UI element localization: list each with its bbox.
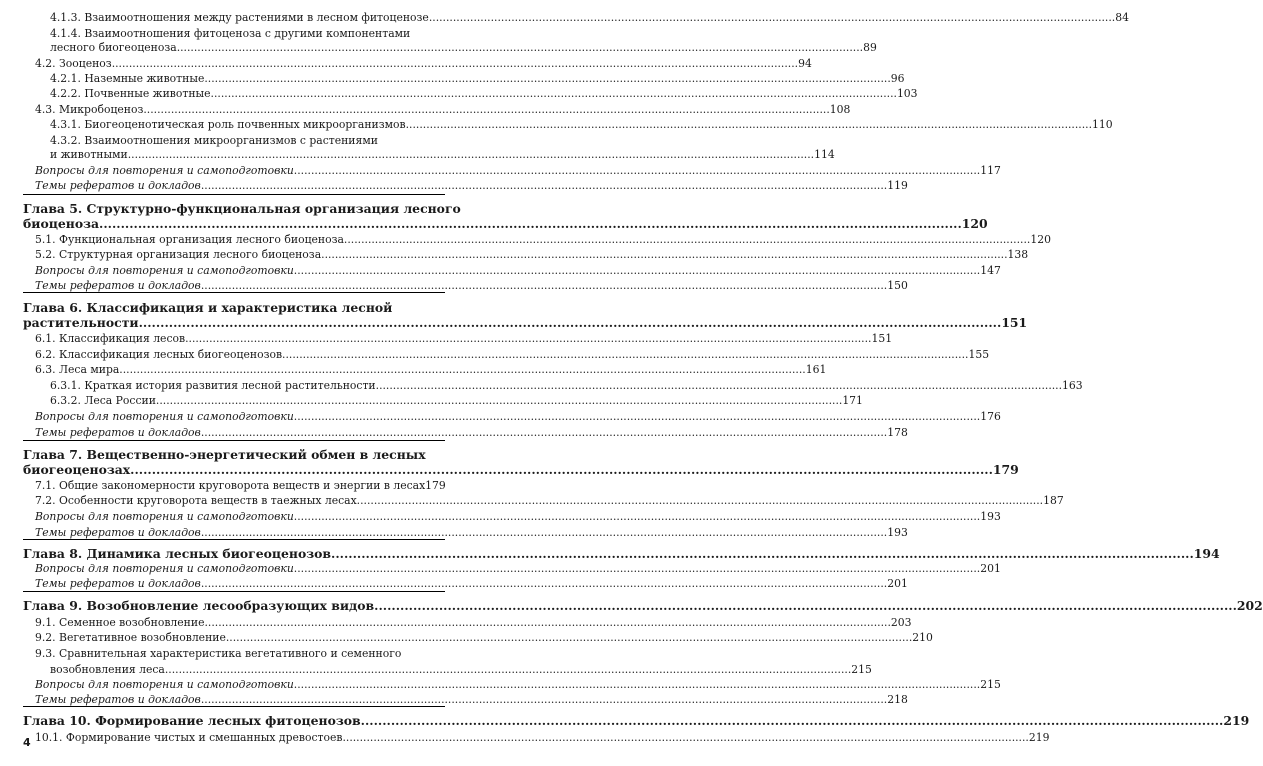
toc-page: 201 — [980, 562, 1001, 575]
dot-leader: ........................................................................................................................................................................................................ — [185, 332, 872, 345]
dot-leader: ........................................................................................................................................................................................................ — [210, 87, 897, 100]
dot-leader: ........................................................................................................................................................................................................ — [321, 248, 1008, 261]
section-divider — [23, 440, 445, 441]
toc-page: 219 — [1223, 713, 1250, 728]
dot-leader: ........................................................................................................................................................................................................ — [127, 148, 815, 161]
toc-page: 163 — [1062, 379, 1083, 392]
toc-page: 110 — [1092, 118, 1113, 131]
toc-entry — [0, 86, 918, 101]
dot-leader: ........................................................................................................................................................................................................ — [282, 348, 969, 361]
toc-entry — [0, 247, 1029, 262]
toc-title: 4.2.1. Наземные животные — [50, 72, 205, 85]
dot-leader: ........................................................................................................................................................................................................ — [99, 216, 962, 231]
toc-page: 147 — [980, 264, 1001, 277]
toc-title: 9.1. Семенное возобновление — [35, 616, 205, 629]
toc-page: 150 — [887, 279, 908, 292]
toc-title: Глава 10. Формирование лесных фитоценозов — [23, 713, 361, 728]
dot-leader: ........................................................................................................................................................................................................ — [143, 103, 830, 116]
toc-title: Вопросы для повторения и самоподготовки — [35, 164, 294, 177]
toc-title: 9.3. Сравнительная характеристика вегетативного и семенного — [35, 647, 402, 660]
toc-title: 6.3.2. Леса России — [50, 394, 156, 407]
toc-title: 4.3. Микробоценоз — [35, 103, 144, 116]
toc-entry — [0, 133, 453, 148]
dot-leader: ........................................................................................................................................................................................................ — [293, 410, 981, 423]
toc-page: 120 — [1030, 233, 1051, 246]
toc-entry — [0, 300, 453, 315]
toc-title: Глава 5. Структурно-функциональная организация лесного — [23, 201, 461, 216]
dot-leader: ........................................................................................................................................................................................................ — [138, 315, 1002, 330]
dot-leader: ........................................................................................................................................................................................................ — [155, 394, 843, 407]
toc-page: 119 — [887, 179, 908, 192]
toc-page: 215 — [980, 678, 1001, 691]
toc-entry — [0, 378, 1083, 393]
dot-leader: ........................................................................................................................................................................................................ — [200, 693, 888, 706]
toc-page: 219 — [1028, 731, 1050, 744]
toc-page: 202 — [1236, 598, 1263, 613]
toc-entry — [0, 40, 877, 55]
toc-entry — [0, 662, 872, 677]
toc-entry — [0, 462, 1019, 477]
toc-page: 117 — [980, 164, 1001, 177]
dot-leader: ........................................................................................................................................................................................................ — [204, 72, 891, 85]
dot-leader: ........................................................................................................................................................................................................ — [119, 363, 806, 376]
dot-leader: ........................................................................................................................................................................................................ — [331, 546, 1194, 561]
toc-page: 193 — [887, 526, 908, 539]
toc-entry — [0, 713, 1250, 728]
toc-page: 120 — [961, 216, 988, 231]
toc-title: Темы рефератов и докладов — [35, 577, 201, 590]
dot-leader: ........................................................................................................................................................................................................ — [164, 663, 852, 676]
toc-entry — [0, 576, 908, 591]
toc-page: 138 — [1007, 248, 1029, 261]
toc-title: 6.2. Классификация лесных биогеоценозов — [35, 348, 283, 361]
toc-entry — [0, 56, 812, 71]
toc-entry — [0, 147, 835, 162]
toc-entry — [0, 26, 453, 41]
toc-title: возобновления леса — [50, 663, 165, 676]
toc-title: 4.3.2. Взаимоотношения микроорганизмов с растениями — [50, 134, 378, 147]
toc-title: 4.1.4. Взаимоотношения фитоценоза с другими компонентами — [50, 27, 411, 40]
toc-page: 114 — [814, 148, 835, 161]
toc-page: 96 — [890, 72, 905, 85]
dot-leader: ........................................................................................................................................................................................................ — [293, 510, 981, 523]
toc-page: 151 — [1001, 315, 1028, 330]
dot-leader: ........................................................................................................................................................................................................ — [293, 164, 981, 177]
toc-entry — [0, 425, 908, 440]
toc-page: 155 — [968, 348, 990, 361]
toc-title: Глава 6. Классификация и характеристика лесной — [23, 300, 393, 315]
toc-title: Вопросы для повторения и самоподготовки — [35, 264, 294, 277]
dot-leader: ........................................................................................................................................................................................................ — [225, 631, 913, 644]
toc-title: Глава 7. Вещественно-энергетический обмен в лесных — [23, 447, 426, 462]
page-number: 4 — [23, 736, 31, 749]
toc-page: 176 — [980, 410, 1001, 423]
toc-title: лесного биогеоценоза — [50, 41, 177, 54]
toc-entry — [0, 615, 912, 630]
toc-entry — [0, 630, 933, 645]
toc-entry — [0, 263, 1001, 278]
toc-page: 187 — [1043, 494, 1064, 507]
dot-leader: ........................................................................................................................................................................................................ — [204, 616, 891, 629]
dot-leader: ........................................................................................................................................................................................................ — [293, 678, 981, 691]
toc-entry — [0, 362, 827, 377]
toc-page: 178 — [887, 426, 908, 439]
toc-title: Темы рефератов и докладов — [35, 526, 201, 539]
toc-title: 4.2.2. Почвенные животные — [50, 87, 211, 100]
toc-page: 193 — [980, 510, 1001, 523]
toc-entry — [0, 201, 461, 216]
toc-title: 10.1. Формирование чистых и смешанных древостоев — [35, 731, 343, 744]
dot-leader: ........................................................................................................................................................................................................ — [200, 526, 888, 539]
toc-entry — [0, 216, 988, 231]
section-divider — [23, 292, 445, 293]
toc-entry — [0, 478, 453, 493]
toc-entry — [0, 232, 1051, 247]
toc-title: 7.1. Общие закономерности круговорота веществ и энергии в лесах — [35, 479, 426, 492]
dot-leader: ........................................................................................................................................................................................................ — [356, 494, 1044, 507]
toc-entry — [0, 493, 1064, 508]
toc-title: 9.2. Вегетативное возобновление — [35, 631, 226, 644]
toc-entry — [0, 692, 908, 707]
toc-title: 4.3.1. Биогеоценотическая роль почвенных микроорганизмов — [50, 118, 406, 131]
toc-entry — [0, 163, 1001, 178]
toc-entry — [0, 71, 905, 86]
toc-page: 161 — [805, 363, 827, 376]
toc-title: 6.3.1. Краткая история развития лесной растительности — [50, 379, 376, 392]
dot-leader: ........................................................................................................................................................................................................ — [293, 562, 981, 575]
toc-page: 179 — [425, 479, 446, 492]
section-divider — [23, 591, 445, 592]
dot-leader: ........................................................................................................................................................................................................ — [200, 179, 888, 192]
toc-title: Темы рефератов и докладов — [35, 426, 201, 439]
toc-title: и животными — [50, 148, 128, 161]
toc-title: Вопросы для повторения и самоподготовки — [35, 562, 294, 575]
toc-page: 218 — [887, 693, 908, 706]
section-divider — [23, 539, 445, 540]
toc-entry — [0, 278, 908, 293]
toc-entry — [0, 509, 1001, 524]
toc-page: 210 — [912, 631, 933, 644]
toc-title: Вопросы для повторения и самоподготовки — [35, 410, 294, 423]
toc-entry — [0, 393, 863, 408]
toc-title: Глава 9. Возобновление лесообразующих видов — [23, 598, 375, 613]
toc-title: биогеоценозах — [23, 462, 131, 477]
toc-page: 103 — [896, 87, 918, 100]
toc-entry — [0, 598, 1263, 613]
toc-page: 203 — [890, 616, 912, 629]
toc-page: 171 — [842, 394, 863, 407]
toc-title: 4.1.3. Взаимоотношения между растениями в лесном фитоценозе — [50, 11, 429, 24]
toc-title: 5.2. Структурная организация лесного биоценоза — [35, 248, 322, 261]
toc-entry — [0, 677, 1001, 692]
toc-entry — [0, 447, 453, 462]
dot-leader: ........................................................................................................................................................................................................ — [176, 41, 864, 54]
toc-entry — [0, 178, 908, 193]
toc-title: 4.2. Зооценоз — [35, 57, 112, 70]
toc-title: 6.3. Леса мира — [35, 363, 120, 376]
toc-page: 89 — [863, 41, 877, 54]
dot-leader: ........................................................................................................................................................................................................ — [405, 118, 1093, 131]
toc-page: 108 — [829, 103, 851, 116]
toc-entry — [0, 331, 893, 346]
toc-title: Темы рефератов и докладов — [35, 179, 201, 192]
dot-leader: ........................................................................................................................................................................................................ — [342, 731, 1029, 744]
dot-leader: ........................................................................................................................................................................................................ — [374, 598, 1237, 613]
section-divider — [23, 706, 445, 707]
dot-leader: ........................................................................................................................................................................................................ — [360, 713, 1224, 728]
toc-entry — [0, 646, 453, 661]
toc-title: Темы рефератов и докладов — [35, 279, 201, 292]
section-divider — [23, 194, 445, 195]
toc-title: биоценоза — [23, 216, 100, 231]
toc-entry — [0, 315, 1028, 330]
toc-entry — [0, 409, 1001, 424]
dot-leader: ........................................................................................................................................................................................................ — [200, 426, 888, 439]
toc-page: 179 — [992, 462, 1019, 477]
dot-leader: ........................................................................................................................................................................................................ — [293, 264, 981, 277]
toc-title: растительности — [23, 315, 139, 330]
toc-entry — [0, 730, 1050, 745]
dot-leader: ........................................................................................................................................................................................................ — [130, 462, 993, 477]
toc-page: 84 — [1115, 11, 1129, 24]
toc-title: Вопросы для повторения и самоподготовки — [35, 510, 294, 523]
toc-title: Глава 8. Динамика лесных биогеоценозов — [23, 546, 332, 561]
toc-entry — [0, 561, 1001, 576]
toc-entry — [0, 102, 851, 117]
toc-page: 151 — [871, 332, 893, 345]
toc-entry — [0, 347, 990, 362]
toc-title: Темы рефератов и докладов — [35, 693, 201, 706]
toc-title: 6.1. Классификация лесов — [35, 332, 186, 345]
toc-entry — [0, 546, 1220, 561]
toc-entry — [0, 117, 1113, 132]
dot-leader: ........................................................................................................................................................................................................ — [200, 577, 888, 590]
dot-leader: ........................................................................................................................................................................................................ — [428, 11, 1116, 24]
dot-leader: ........................................................................................................................................................................................................ — [343, 233, 1031, 246]
toc-title: 7.2. Особенности круговорота веществ в таежных лесах — [35, 494, 357, 507]
toc-page: 194 — [1193, 546, 1220, 561]
toc-title: Вопросы для повторения и самоподготовки — [35, 678, 294, 691]
toc-entry — [0, 10, 1129, 25]
toc-entry — [0, 525, 908, 540]
toc-page: 94 — [798, 57, 812, 70]
dot-leader: ........................................................................................................................................................................................................ — [200, 279, 888, 292]
toc-title: 5.1. Функциональная организация лесного биоценоза — [35, 233, 344, 246]
dot-leader: ........................................................................................................................................................................................................ — [111, 57, 799, 70]
toc-page: 215 — [851, 663, 872, 676]
dot-leader: ........................................................................................................................................................................................................ — [375, 379, 1063, 392]
toc-page: 201 — [887, 577, 908, 590]
